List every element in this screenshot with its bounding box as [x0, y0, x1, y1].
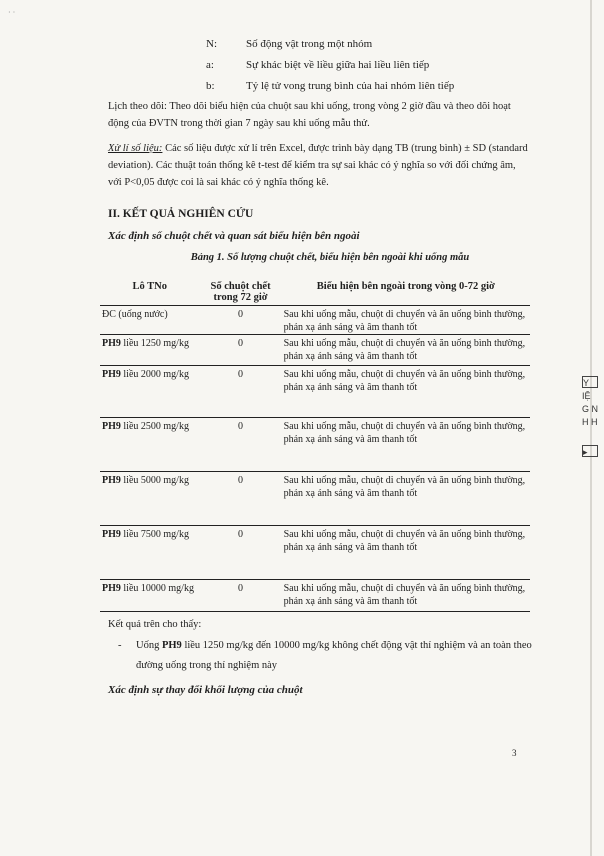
page-number: 3 [512, 748, 517, 758]
cell-deaths: 0 [200, 335, 282, 366]
bullet-text [118, 636, 538, 676]
scan-edge-text-3: H H [582, 417, 598, 427]
table-row [100, 335, 530, 366]
subheading-mortality: Xác định số chuột chết và quan sát biểu hiện bên ngoài [108, 230, 360, 242]
scan-artifact: · · [8, 8, 16, 17]
definition-text: Sự khác biệt về liều giữa hai liều liên tiếp [246, 59, 430, 71]
table-row [100, 472, 530, 526]
group-name: PH9 [102, 338, 121, 349]
result-bullet [118, 636, 538, 676]
schedule-paragraph: Lịch theo dõi: Theo dõi biểu hiện của chuột sau khi uống, trong vòng 2 giờ đầu và theo dõi hoạt động của ĐVTN trong thời gian 7 ngày sau khi uống mẫu thử. [108, 101, 511, 129]
bullet-dash: - [118, 640, 122, 651]
header-deaths: Số chuột chết trong 72 giờ [200, 278, 282, 306]
cell-deaths: 0 [200, 472, 282, 526]
table-row [100, 418, 530, 472]
cell-observation: Sau khi uống mẫu, chuột di chuyển và ăn uống bình thường, phản xạ ánh sáng và âm thanh tốt [282, 366, 530, 418]
group-dose: liều 2000 mg/kg [120, 369, 189, 380]
formula-definitions [206, 34, 454, 97]
cell-group [100, 580, 200, 612]
scan-edge-arrow-icon: ▸ [582, 445, 598, 457]
table-caption: Bảng 1. Số lượng chuột chết, biểu hiện bên ngoài khi uống mẫu [190, 252, 470, 263]
header-group: Lô TNo [100, 278, 200, 306]
results-table [100, 278, 530, 612]
table-row [100, 580, 530, 612]
group-name: PH9 [102, 583, 121, 594]
bullet-bold: PH9 [161, 640, 182, 651]
cell-group [100, 306, 200, 335]
cell-group [100, 472, 200, 526]
group-dose: ĐC (uống nước) [102, 309, 168, 320]
cell-observation: Sau khi uống mẫu, chuột di chuyển và ăn uống bình thường, phản xạ ánh sáng và âm thanh tốt [282, 526, 530, 580]
cell-deaths: 0 [200, 580, 282, 612]
subheading-weight: Xác định sự thay đổi khối lượng của chuột [108, 684, 303, 696]
table-row [100, 306, 530, 335]
table-row [100, 366, 530, 418]
group-name: PH9 [102, 369, 121, 380]
statistics-paragraph [108, 140, 528, 191]
definition-text: Số động vật trong một nhóm [246, 38, 373, 50]
statistics-text: Các số liệu được xử lí trên Excel, được trình bày dạng TB (trung bình) ± SD (standard deviation). Các thuật toán thống kê t-test để kiểm tra sự sai khác có ý nghĩa so với đối chứng âm, với P<0,05 được coi là sai khác có ý nghĩa thống kê. [108, 143, 528, 188]
statistics-label: Xử lí số liệu: [108, 143, 163, 154]
scan-edge-text-2: G N [582, 404, 599, 414]
result-intro: Kết quả trên cho thấy: [108, 619, 202, 630]
cell-group [100, 335, 200, 366]
bullet-post: liều 1250 mg/kg đến 10000 mg/kg không chết động vật thí nghiệm và an toàn theo đường uống trong thí nghiệm này [136, 640, 532, 671]
definition-symbol: b: [206, 80, 215, 92]
definition-row [206, 55, 454, 76]
group-dose: liều 5000 mg/kg [120, 475, 189, 486]
table-header-row [100, 278, 530, 306]
definition-row [206, 76, 454, 97]
cell-deaths: 0 [200, 366, 282, 418]
group-name: PH9 [102, 529, 121, 540]
group-name: PH9 [102, 421, 121, 432]
cell-group [100, 418, 200, 472]
cell-deaths: 0 [200, 306, 282, 335]
group-dose: liều 10000 mg/kg [120, 583, 194, 594]
cell-observation: Sau khi uống mẫu, chuột di chuyển và ăn uống bình thường, phản xạ ánh sáng và âm thanh tốt [282, 580, 530, 612]
definition-symbol: N: [206, 38, 217, 50]
group-dose: liều 7500 mg/kg [120, 529, 189, 540]
header-observation: Biểu hiện bên ngoài trong vòng 0-72 giờ [282, 278, 530, 306]
definition-symbol: a: [206, 59, 214, 71]
group-dose: liều 1250 mg/kg [120, 338, 189, 349]
cell-deaths: 0 [200, 526, 282, 580]
definition-text: Tỷ lệ tử vong trung bình của hai nhóm liên tiếp [246, 80, 455, 92]
bullet-pre: Uống [136, 640, 162, 651]
cell-observation: Sau khi uống mẫu, chuột di chuyển và ăn uống bình thường, phản xạ ánh sáng và âm thanh tốt [282, 472, 530, 526]
scan-edge-box: Y [582, 376, 598, 388]
group-name: PH9 [102, 475, 121, 486]
table-row [100, 526, 530, 580]
cell-deaths: 0 [200, 418, 282, 472]
cell-observation: Sau khi uống mẫu, chuột di chuyển và ăn uống bình thường, phản xạ ánh sáng và âm thanh tốt [282, 306, 530, 335]
definition-row [206, 34, 454, 55]
scan-edge-text-1: IỆ [582, 391, 591, 401]
cell-observation: Sau khi uống mẫu, chuột di chuyển và ăn uống bình thường, phản xạ ánh sáng và âm thanh tốt [282, 335, 530, 366]
cell-group [100, 526, 200, 580]
cell-observation: Sau khi uống mẫu, chuột di chuyển và ăn uống bình thường, phản xạ ánh sáng và âm thanh tốt [282, 418, 530, 472]
scan-edge-fragment [582, 374, 604, 494]
section-heading: II. KẾT QUẢ NGHIÊN CỨU [108, 208, 254, 220]
group-dose: liều 2500 mg/kg [120, 421, 189, 432]
cell-group [100, 366, 200, 418]
